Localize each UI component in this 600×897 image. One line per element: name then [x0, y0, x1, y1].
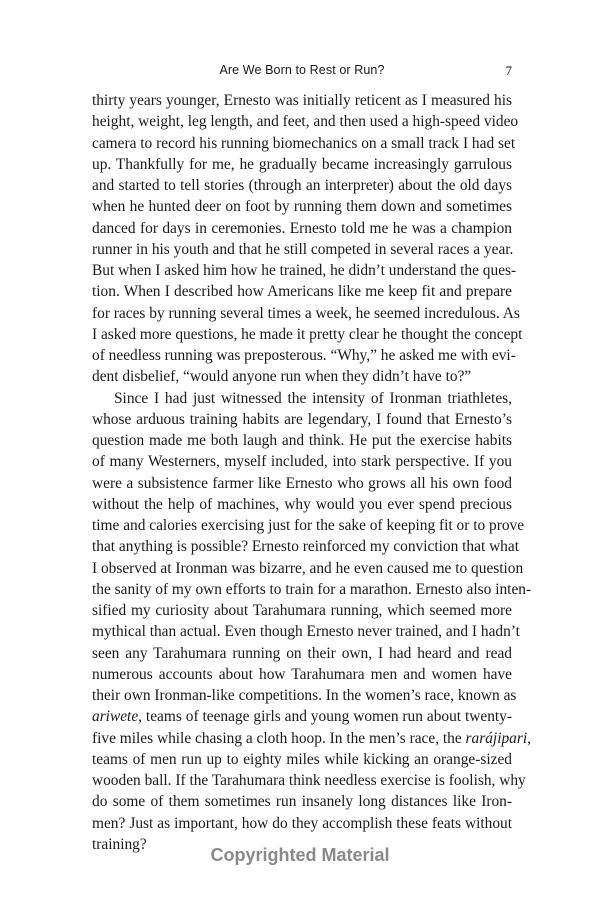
text-line: wooden ball. If the Tarahumara think needless exercise is foolish, why — [92, 772, 526, 789]
running-title: Are We Born to Rest or Run? — [219, 63, 385, 77]
text-line: that anything is possible? Ernesto reinforced my conviction that what — [92, 538, 519, 556]
text-run: , teams of teenage girls and young women run about twenty- — [138, 708, 512, 726]
text-line: Since I had just witnessed the intensity of Ironman triathletes, — [114, 389, 512, 407]
text-line: mythical than actual. Even though Ernesto never trained, and I hadn’t — [92, 623, 520, 641]
paragraph-2 — [92, 388, 532, 856]
text-line — [92, 728, 531, 749]
text-line: teams of men run up to eighty miles while kicking an orange-sized — [92, 750, 512, 768]
text-line — [92, 706, 512, 727]
text-line: seen any Tarahumara running on their own, I had heard and read — [92, 644, 512, 662]
italic-term: rarájipari — [465, 729, 528, 747]
text-line: training? — [92, 835, 147, 853]
text-line: time and calories exercising just for the sake of keeping fit or to prove — [92, 517, 525, 534]
copyright-watermark: Copyrighted Material — [210, 845, 390, 865]
text-line: thirty years younger, Ernesto was initially reticent as I measured his — [92, 92, 512, 109]
text-line: up. Thankfully for me, he gradually became increasingly garrulous — [92, 155, 512, 173]
text-line: when he hunted deer on foot by running them down and sometimes — [92, 198, 512, 216]
text-run: , — [527, 729, 531, 747]
text-line: the sanity of my own efforts to train for a marathon. Ernesto also inten- — [92, 580, 532, 598]
text-line: for races by running several times a week, he seemed incredulous. As — [92, 304, 520, 322]
text-line: tion. When I described how Americans like me keep fit and prepare — [92, 283, 512, 301]
text-line: camera to record his running biomechanics on a small track I had set — [92, 134, 516, 152]
text-line: men? Just as important, how do they accomplish these feats without — [92, 814, 512, 832]
italic-term: ariwete — [92, 708, 139, 726]
text-line: of many Westerners, myself included, into stark perspective. If you — [92, 453, 512, 471]
page-number: 7 — [505, 63, 512, 78]
text-line: of needless running was preposterous. “Why,” he asked me with evi- — [92, 347, 516, 364]
text-line: dent disbelief, “would anyone run when they didn’t have to?” — [92, 368, 472, 386]
text-line: question made me both laugh and think. He put the exercise habits — [92, 432, 512, 449]
text-line: runner in his youth and that he still competed in several races a year. — [92, 240, 514, 258]
text-line: I asked more questions, he made it pretty clear he thought the concept — [92, 325, 523, 343]
text-line: But when I asked him how he trained, he didn’t understand the ques- — [92, 262, 517, 279]
running-head — [92, 63, 512, 83]
text-line: I observed at Ironman was bizarre, and he even caused me to question — [92, 559, 524, 577]
text-line: were a subsistence farmer like Ernesto who grows all his own food — [92, 474, 512, 492]
text-line: danced for days in ceremonies. Ernesto told me he was a champion — [92, 219, 512, 237]
text-line: numerous accounts about how Tarahumara men and women have — [92, 665, 512, 683]
text-line: and started to tell stories (through an interpreter) about the old days — [92, 177, 512, 194]
text-line: whose arduous training habits are legendary, I found that Ernesto’s — [92, 410, 512, 428]
text-line: sified my curiosity about Tarahumara running, which seemed more — [92, 602, 512, 619]
text-line: without the help of machines, why would you ever spend precious — [92, 495, 512, 513]
text-line: height, weight, leg length, and feet, and then used a high-speed video — [92, 113, 519, 131]
text-run: five miles while chasing a cloth hoop. In the men’s race, the — [92, 729, 466, 747]
body-text — [92, 90, 532, 855]
text-line: their own Ironman-like competitions. In the women’s race, known as — [92, 687, 517, 704]
paragraph-1 — [92, 90, 523, 388]
text-line: do some of them sometimes run insanely long distances like Iron- — [92, 793, 512, 811]
